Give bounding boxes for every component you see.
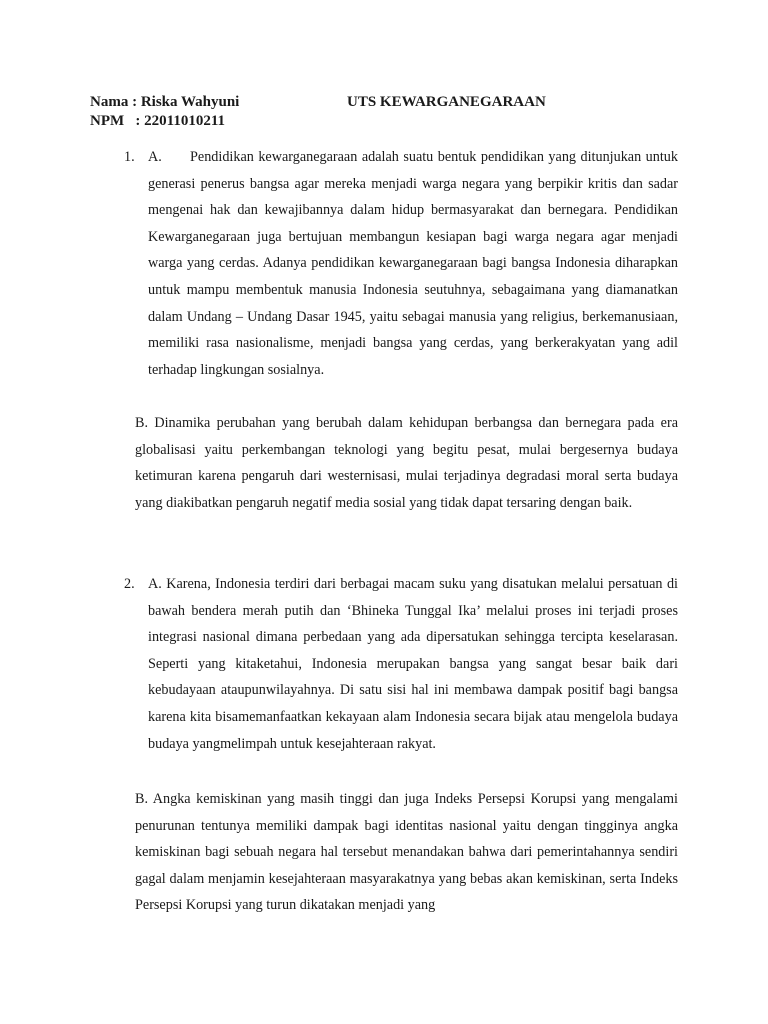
student-name: Nama : Riska Wahyuni <box>90 94 240 110</box>
question-2b-paragraph <box>135 786 678 919</box>
question-1b-paragraph <box>135 410 678 516</box>
document-title: UTS KEWARGANEGARAAN <box>347 94 546 110</box>
question-1a-text: Pendidikan kewarganegaraan adalah suatu bentuk pendidikan yang ditunjukan untuk generasi penerus bangsa agar mereka menjadi warga negara yang berpikir kritis dan sadar mengenai hak dan kewajibannya dalam hidup bermasyarakat dan bernegara. Pendidikan Kewarganegaraan juga bertujuan membangun kesiapan bagi warga negara agar menjadi warga yang cerdas. Adanya pendidikan kewarganegaraan bagi bangsa Indonesia diharapkan untuk mampu membentuk manusia Indonesia seutuhnya, sebagaimana yang diamanatkan dalam Undang – Undang Dasar 1945, yaitu sebagai manusia yang religius, berkemanusiaan, memiliki rasa nasionalisme, menjadi bangsa yang cerdas, yang berkerakyatan yang adil terhadap lingkungan sosialnya. <box>148 149 678 378</box>
question-2a-text: A. Karena, Indonesia terdiri dari berbagai macam suku yang disatukan melalui persatuan di bawah bendera merah putih dan ‘Bhineka Tunggal Ika’ melalui proses ini terjadi proses integrasi nasional dimana perbedaan yang ada dipersatukan sehingga tercipta keselarasan. Seperti yang kitaketahui, Indonesia merupakan bangsa yang sangat besar baik dari kebudayaan ataupunwilayahnya. Di satu sisi hal ini membawa dampak positif bagi bangsa karena kita bisamemanfaatkan kekayaan alam Indonesia secara bijak atau mengelola budaya budaya yangmelimpah untuk kesejahteraan rakyat. <box>148 576 678 752</box>
question-1a-label: A. <box>148 149 162 165</box>
question-2a-paragraph <box>148 571 678 757</box>
question-2b-text: B. Angka kemiskinan yang masih tinggi dan juga Indeks Persepsi Korupsi yang mengalami penurunan tentunya memiliki dampak bagi identitas nasional yaitu dengan tingginya angka kemiskinan bagi sebuah negara hal tersebut menandakan bahwa dari pemerintahannya sendiri gagal dalam menjamin kesejahteraan masyarakatnya yang bebas akan kemiskinan, serta Indeks Persepsi Korupsi yang turun dikatakan menjadi yang <box>135 791 678 914</box>
question-1b-text: B. Dinamika perubahan yang berubah dalam kehidupan berbangsa dan bernegara pada era globalisasi yaitu perkembangan teknologi yang begitu pesat, mulai bergesernya budaya ketimuran karena pengaruh dari westernisasi, mulai terjadinya degradasi moral serta budaya yang diakibatkan pengaruh negatif media sosial yang tidak dapat tersaring dengan baik. <box>135 415 678 511</box>
student-npm: NPM : 22011010211 <box>90 113 225 129</box>
question-1a-paragraph <box>148 144 678 383</box>
document-header <box>90 93 546 131</box>
question-1-number: 1. <box>124 149 135 165</box>
question-2-number: 2. <box>124 576 135 592</box>
